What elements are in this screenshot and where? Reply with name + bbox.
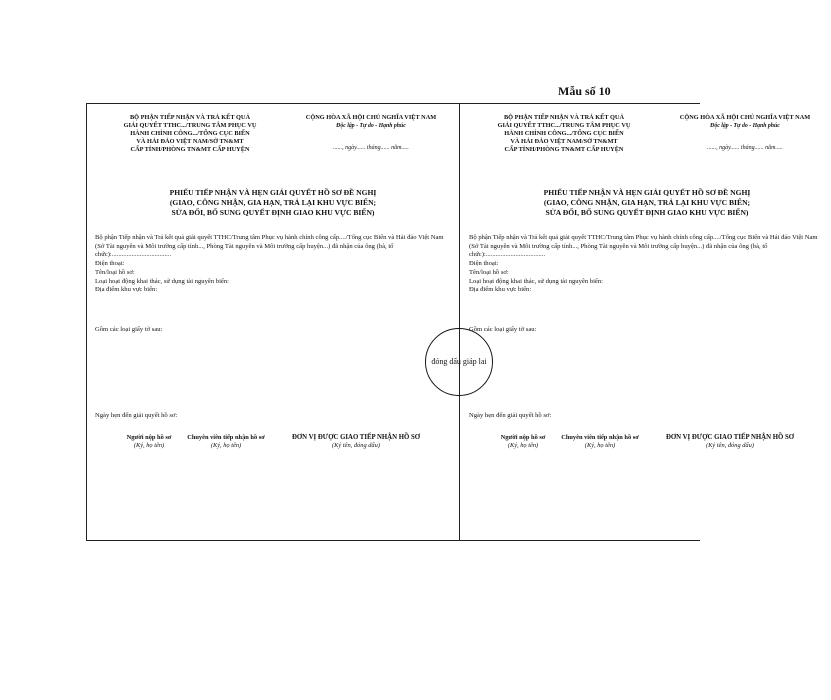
- appointment-label: Ngày hẹn đến giải quyết hồ sơ:: [95, 412, 178, 419]
- field-location: Địa điểm khu vực biển:: [95, 286, 158, 294]
- agency-header: BỘ PHẬN TIẾP NHẬN VÀ TRẢ KẾT QUẢ GIẢI QUYẾT TTHC.../TRUNG TÂM PHỤC VỤ HÀNH CHÍNH CÔNG.../TỔNG CỤC BIỂN VÀ HẢI ĐẢO VIỆT NAM/SỞ TN&MT CẤP TỈNH/PHÒNG TN&MT CẤP HUYỆN: [123, 114, 257, 154]
- docs-label: Gồm các loại giấy tờ sau:: [469, 326, 537, 333]
- nation-header: [659, 114, 831, 152]
- field-doc-name: Tên/loại hồ sơ:: [95, 268, 135, 276]
- motto: Độc lập - Tự do - Hạnh phúc: [710, 122, 780, 129]
- body-intro: Bộ phận Tiếp nhận và Trả kết quả giải quyết TTHC/Trung tâm Phục vụ hành chính công cấp..../Tổng cục Biển và Hải đảo Việt Nam (Sở Tài nguyên và Môi trường cấp tỉnh..., Phòng Tài nguyên và Môi trường cấp huyện...) đã nhận của ông (bà, tổ chức):....................................: [95, 234, 444, 259]
- signer-applicant: Người nộp hồ sơ (Ký, họ tên): [500, 434, 546, 449]
- signer-unit: ĐƠN VỊ ĐƯỢC GIAO TIẾP NHẬN HỒ SƠ (Ký tên, đóng dấu): [291, 434, 421, 450]
- nation-header: [285, 114, 457, 152]
- field-activity: Loại hoạt động khai thác, sử dụng tài nguyên biển:: [95, 277, 229, 285]
- date-line: ......, ngày...... tháng...... năm.....: [333, 145, 409, 152]
- signer-officer: Chuyên viên tiếp nhận hồ sơ (Ký, họ tên): [561, 434, 639, 449]
- signer-unit: ĐƠN VỊ ĐƯỢC GIAO TIẾP NHẬN HỒ SƠ (Ký tên, đóng dấu): [665, 434, 795, 450]
- field-phone: Điện thoại:: [95, 260, 125, 268]
- field-doc-name: Tên/loại hồ sơ:: [469, 268, 509, 276]
- agency-header: BỘ PHẬN TIẾP NHẬN VÀ TRẢ KẾT QUẢ GIẢI QUYẾT TTHC.../TRUNG TÂM PHỤC VỤ HÀNH CHÍNH CÔNG.../TỔNG CỤC BIỂN VÀ HẢI ĐẢO VIỆT NAM/SỞ TN&MT CẤP TỈNH/PHÒNG TN&MT CẤP HUYỆN: [497, 114, 631, 154]
- signer-applicant: Người nộp hồ sơ (Ký, họ tên): [126, 434, 172, 449]
- sheet-divider: [459, 104, 460, 540]
- field-activity: Loại hoạt động khai thác, sử dụng tài nguyên biển:: [469, 277, 603, 285]
- nation-name: CỘNG HÒA XÃ HỘI CHỦ NGHĨA VIỆT NAM: [305, 114, 437, 121]
- field-location: Địa điểm khu vực biển:: [469, 286, 532, 294]
- appointment-label: Ngày hẹn đến giải quyết hồ sơ:: [469, 412, 552, 419]
- motto: Độc lập - Tự do - Hạnh phúc: [336, 122, 406, 129]
- docs-label: Gồm các loại giấy tờ sau:: [95, 326, 163, 333]
- receipt-sheet: [86, 103, 818, 541]
- form-body: [469, 234, 825, 295]
- field-phone: Điện thoại:: [469, 260, 499, 268]
- form-number-label: Mẫu số 10: [558, 84, 611, 98]
- body-intro: Bộ phận Tiếp nhận và Trả kết quả giải quyết TTHC/Trung tâm Phục vụ hành chính công cấp..../Tổng cục Biển và Hải đảo Việt Nam (Sở Tài nguyên và Môi trường cấp tỉnh..., Phòng Tài nguyên và Môi trường cấp huyện...) đã nhận của ông (bà, tổ chức):....................................: [469, 234, 818, 259]
- receipt-copy-right: [463, 104, 829, 540]
- form-body: [95, 234, 451, 295]
- nation-name: CỘNG HÒA XÃ HỘI CHỦ NGHĨA VIỆT NAM: [679, 114, 811, 121]
- overlap-stamp-circle: đóng dấu giáp lai: [425, 328, 493, 396]
- signer-officer: Chuyên viên tiếp nhận hồ sơ (Ký, họ tên): [187, 434, 265, 449]
- form-title: PHIẾU TIẾP NHẬN VÀ HẸN GIẢI QUYẾT HỒ SƠ ĐỀ NGHỊ (GIAO, CÔNG NHẬN, GIA HẠN, TRẢ LẠI KHU VỰC BIỂN; SỬA ĐỔI, BỔ SUNG QUYẾT ĐỊNH GIAO KHU VỰC BIỂN): [543, 188, 751, 217]
- date-line: ......, ngày...... tháng...... năm.....: [707, 145, 783, 152]
- receipt-copy-left: [89, 104, 455, 540]
- form-title: PHIẾU TIẾP NHẬN VÀ HẸN GIẢI QUYẾT HỒ SƠ ĐỀ NGHỊ (GIAO, CÔNG NHẬN, GIA HẠN, TRẢ LẠI KHU VỰC BIỂN; SỬA ĐỔI, BỔ SUNG QUYẾT ĐỊNH GIAO KHU VỰC BIỂN): [169, 188, 377, 217]
